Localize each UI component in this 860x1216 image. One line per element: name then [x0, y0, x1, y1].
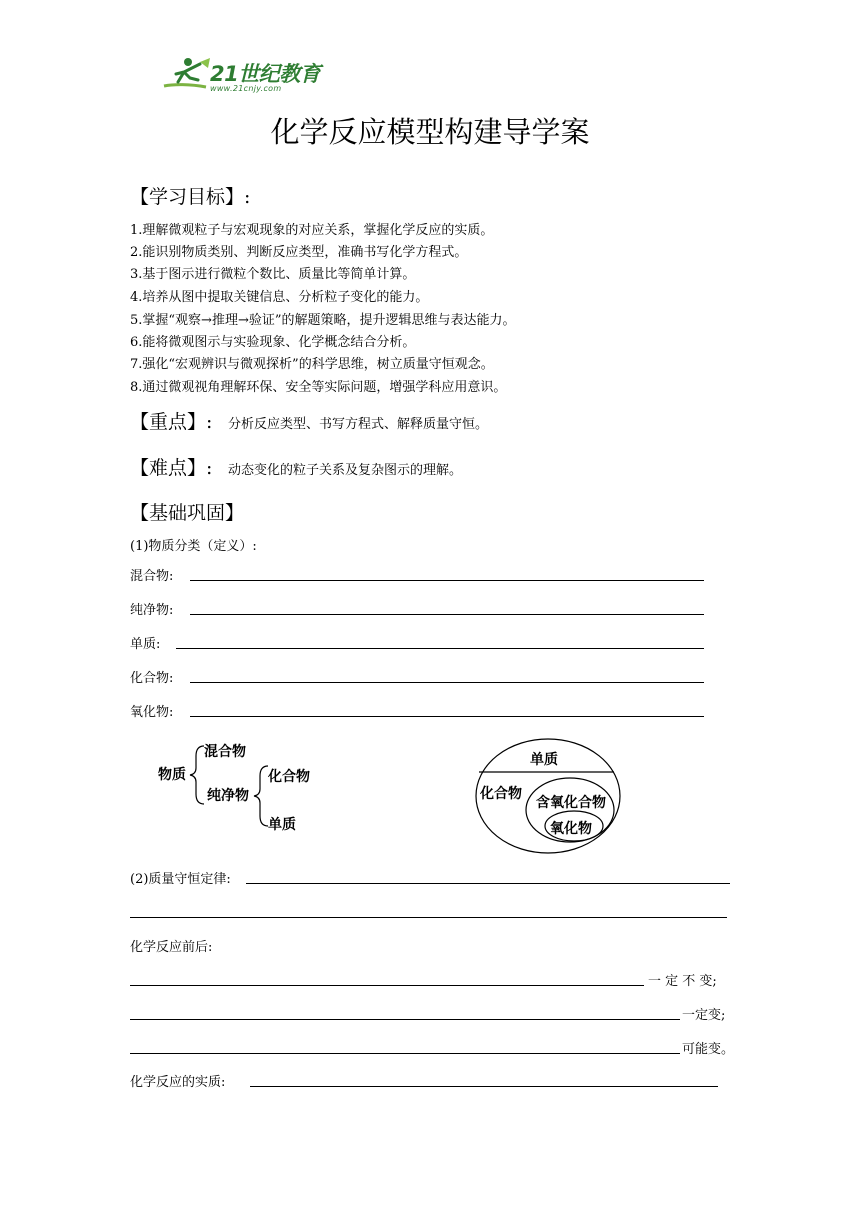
answer-line[interactable] [130, 1019, 680, 1020]
key-points-text: 分析反应类型、书写方程式、解释质量守恒。 [228, 417, 489, 432]
basics-heading: 【基础巩固】 [130, 502, 245, 524]
tree-compound: 化合物 [268, 769, 310, 785]
tree-root: 物质 [158, 767, 186, 783]
logo-brand: 21世纪教育 [210, 62, 321, 86]
def-oxide-label: 氧化物: [130, 705, 174, 720]
q2-label: (2)质量守恒定律: [130, 872, 231, 887]
venn-oxide: 氧化物 [550, 821, 592, 837]
venn-element: 单质 [530, 752, 558, 768]
answer-line[interactable] [190, 580, 704, 581]
answer-line[interactable] [190, 716, 704, 717]
difficulties-heading: 【难点】: [130, 457, 213, 479]
def-pure-label: 纯净物: [130, 603, 174, 618]
objective-item: 8.通过微观视角理解环保、安全等实际问题，增强学科应用意识。 [130, 380, 507, 395]
objective-item: 2.能识别物质类别、判断反应类型，准确书写化学方程式。 [130, 245, 468, 260]
objective-item: 7.强化“宏观辨识与微观探析”的科学思维，树立质量守恒观念。 [130, 357, 494, 372]
answer-line[interactable] [190, 614, 704, 615]
tree-mixture: 混合物 [204, 744, 246, 760]
logo-url: www.21cnjy.com [210, 84, 282, 93]
answer-line[interactable] [130, 917, 727, 918]
objective-item: 4.培养从图中提取关键信息、分析粒子变化的能力。 [130, 290, 429, 305]
def-mixture-label: 混合物: [130, 569, 174, 584]
maybe-label: 可能变。 [682, 1042, 735, 1057]
answer-line[interactable] [190, 682, 704, 683]
page-title: 化学反应模型构建导学案 [270, 115, 590, 149]
venn-oxygen-compound: 含氧化合物 [536, 795, 606, 811]
changed-label: 一定变; [682, 1008, 726, 1023]
objective-item: 6.能将微观图示与实验现象、化学概念结合分析。 [130, 335, 416, 350]
objective-item: 3.基于图示进行微粒个数比、质量比等简单计算。 [130, 267, 416, 282]
unchanged-label: 一 定 不 变; [648, 974, 717, 989]
def-compound-label: 化合物: [130, 671, 174, 686]
answer-line[interactable] [176, 648, 704, 649]
q1-label: (1)物质分类（定义）: [130, 539, 257, 554]
before-after-label: 化学反应前后: [130, 940, 213, 955]
answer-line[interactable] [130, 1053, 680, 1054]
answer-line[interactable] [246, 883, 730, 884]
def-element-label: 单质: [130, 637, 161, 652]
objectives-heading: 【学习目标】: [130, 186, 251, 208]
answer-line[interactable] [250, 1086, 718, 1087]
key-points-heading: 【重点】: [130, 411, 213, 433]
objective-item: 5.掌握“观察→推理→验证”的解题策略，提升逻辑思维与表达能力。 [130, 313, 516, 328]
objective-item: 1.理解微观粒子与宏观现象的对应关系，掌握化学反应的实质。 [130, 223, 494, 238]
tree-pure: 纯净物 [207, 788, 249, 804]
venn-compound: 化合物 [480, 786, 522, 802]
difficulties-text: 动态变化的粒子关系及复杂图示的理解。 [228, 463, 463, 478]
answer-line[interactable] [130, 985, 644, 986]
essence-label: 化学反应的实质: [130, 1075, 226, 1090]
tree-element: 单质 [268, 817, 296, 833]
